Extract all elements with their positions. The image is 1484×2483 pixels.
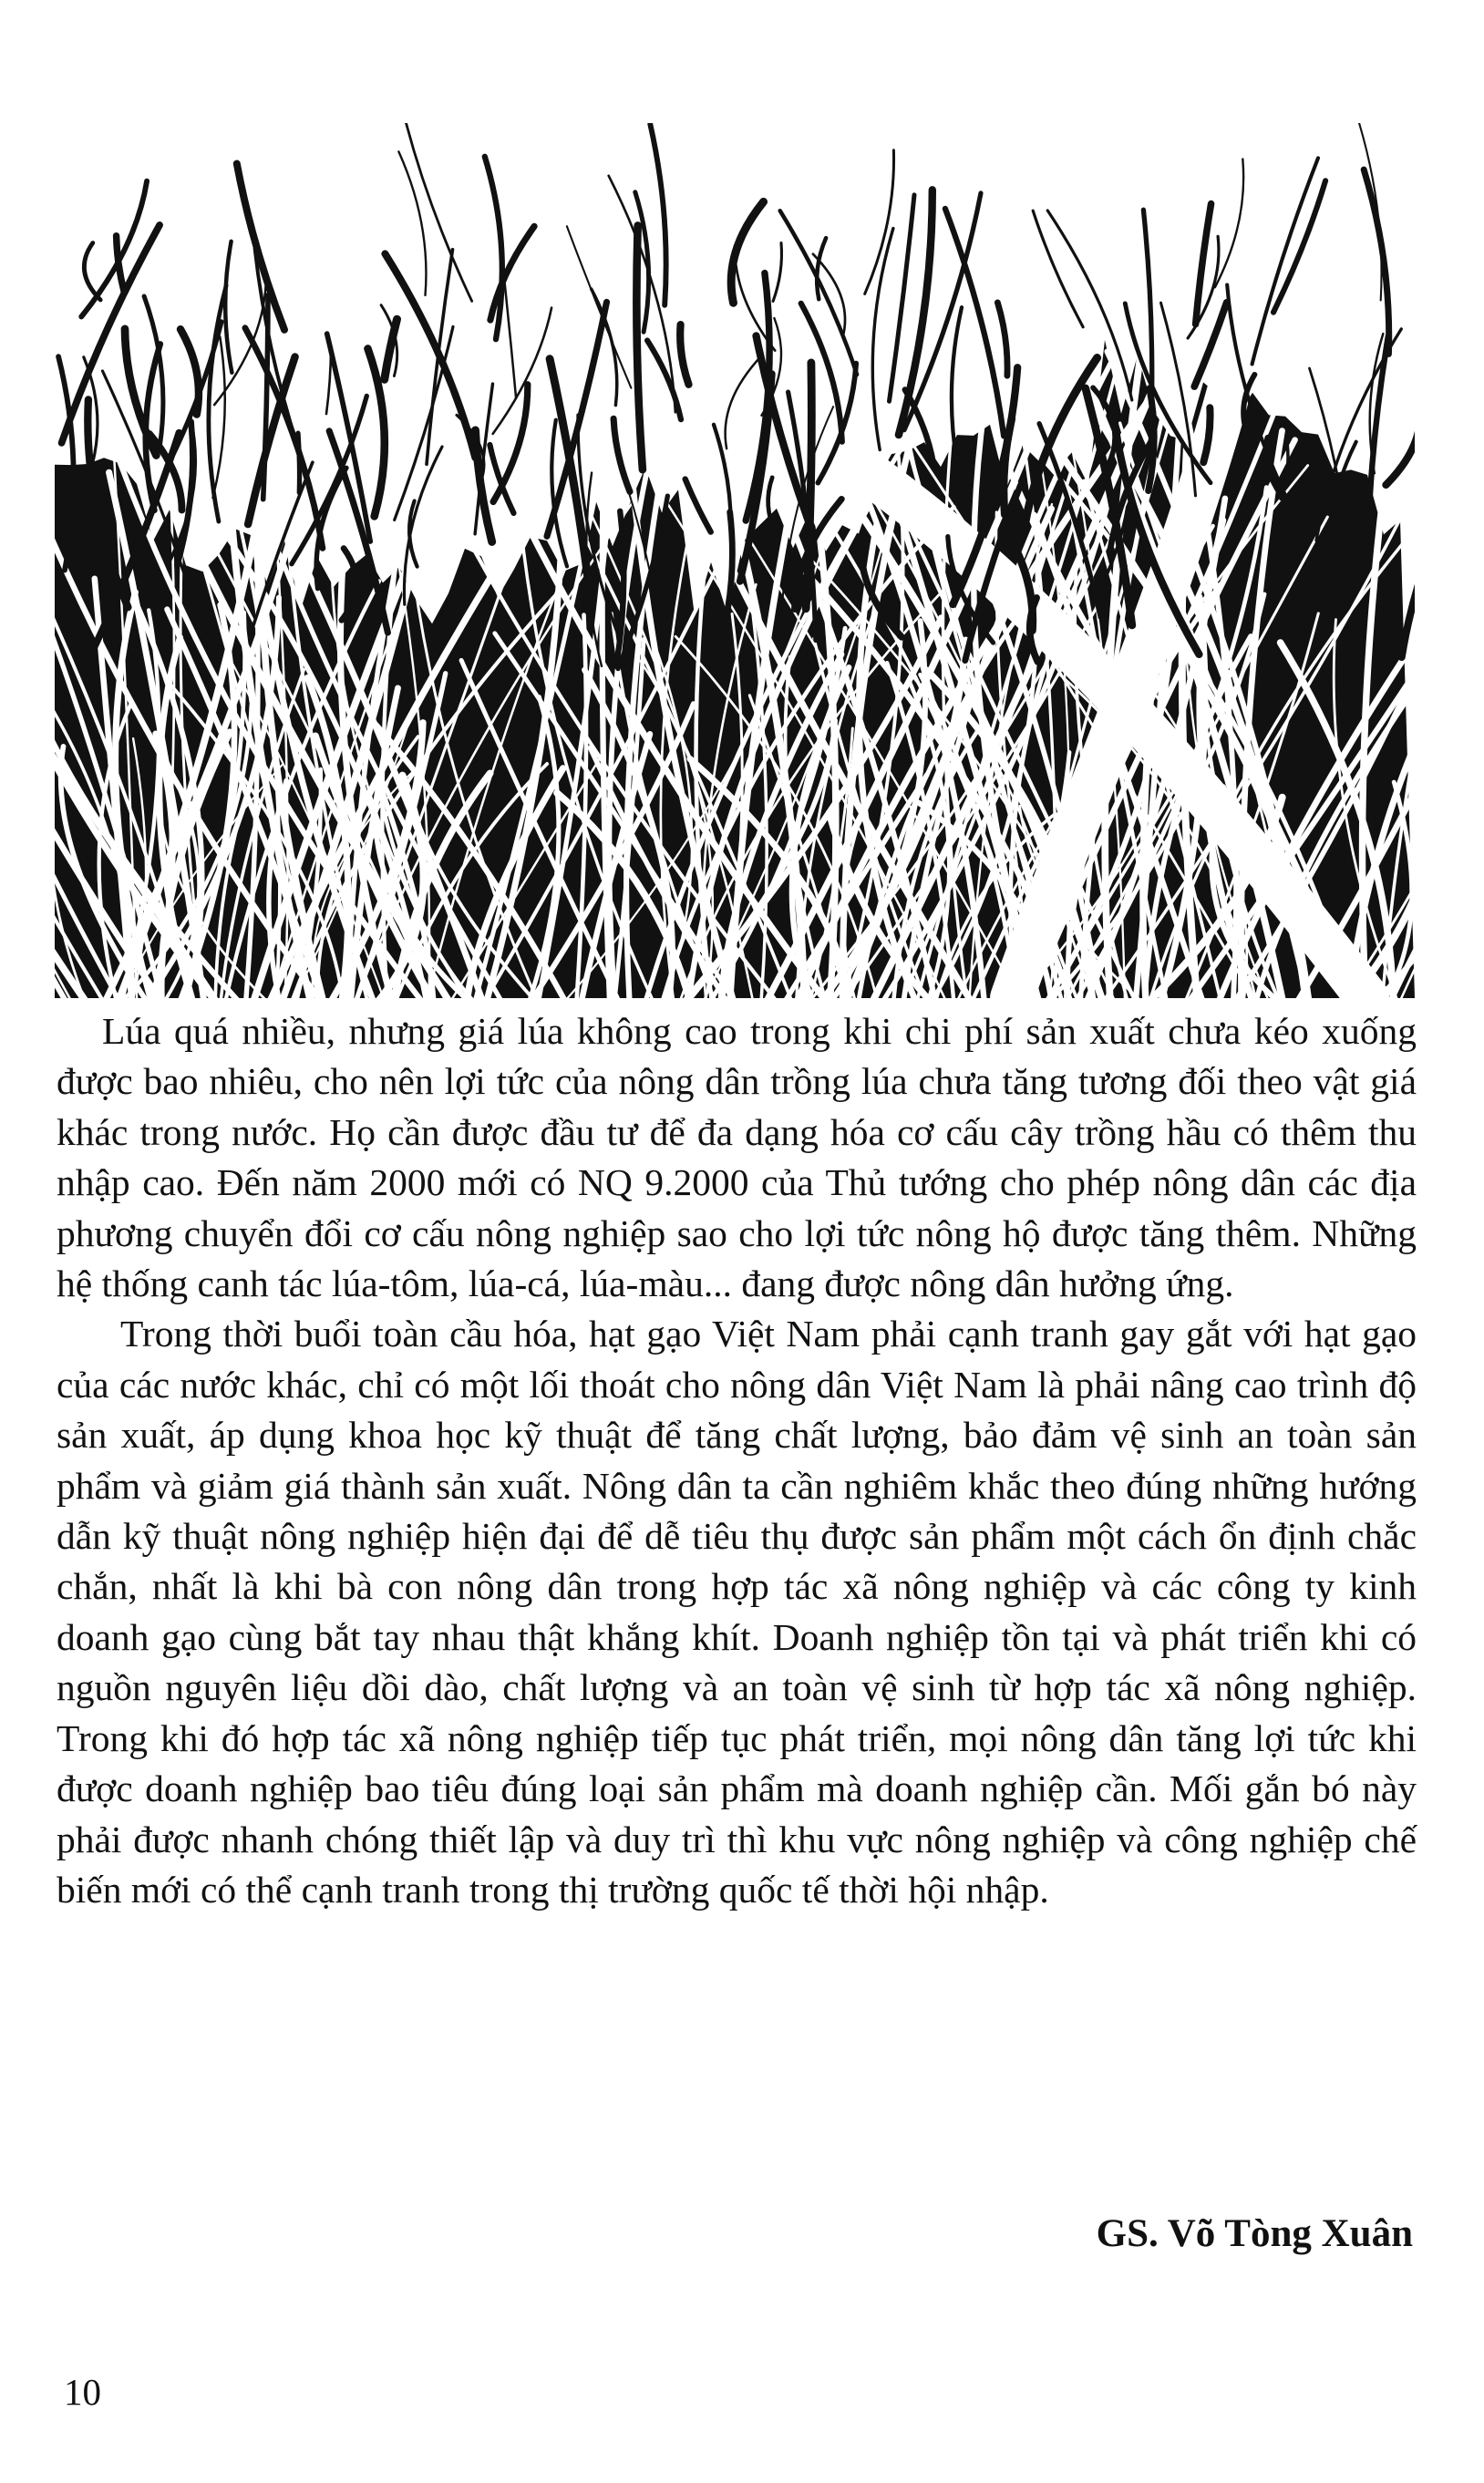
author-signature: GS. Võ Tòng Xuân (1096, 2212, 1413, 2255)
page-number: 10 (64, 2371, 101, 2413)
paragraph-1: Lúa quá nhiều, nhưng giá lúa không cao trong khi chi phí sản xuất chưa kéo xuống được bao nhiêu, cho nên lợi tức của nông dân trồng lúa chưa tăng tương đối theo vật giá khác trong nước. Họ cần được đầu tư để đa dạng hóa cơ cấu cây trồng hầu có thêm thu nhập cao. Đến năm 2000 mới có NQ 9.2000 của Thủ tướng cho phép nông dân các địa phương chuyển đổi cơ cấu nông nghiệp sao cho lợi tức nông hộ được tăng thêm. Những hệ thống canh tác lúa-tôm, lúa-cá, lúa-màu... đang được nông dân hưởng ứng. (57, 1010, 1417, 1305)
paragraph-2: Trong thời buổi toàn cầu hóa, hạt gạo Việt Nam phải cạnh tranh gay gắt với hạt gạo của các nước khác, chỉ có một lối thoát cho nông dân Việt Nam là phải nâng cao trình độ sản xuất, áp dụng khoa học kỹ thuật để tăng chất lượng, bảo đảm vệ sinh an toàn sản phẩm và giảm giá thành sản xuất. Nông dân ta cần nghiêm khắc theo đúng những hướng dẫn kỹ thuật nông nghiệp hiện đại để dễ tiêu thụ được sản phẩm một cách ổn định chắc chắn, nhất là khi bà con nông dân trong hợp tác xã nông nghiệp và các công ty kinh doanh gạo cùng bắt tay nhau thật khắng khít. Doanh nghiệp tồn tại và phát triển khi có nguồn nguyên liệu dồi dào, chất lượng và an toàn vệ sinh từ hợp tác xã nông nghiệp. Trong khi đó hợp tác xã nông nghiệp tiếp tục phát triển, mọi nông dân tăng lợi tức khi được doanh nghiệp bao tiêu đúng loại sản phẩm mà doanh nghiệp cần. Mối gắn bó này phải được nhanh chóng thiết lập và duy trì thì khu vực nông nghiệp và công nghiệp chế biến mới có thể cạnh tranh trong thị trường quốc tế thời hội nhập. (57, 1313, 1417, 1911)
article-body (57, 1006, 1417, 1915)
rice-field-photo (55, 123, 1415, 998)
rice-plants-illustration (55, 123, 1415, 998)
